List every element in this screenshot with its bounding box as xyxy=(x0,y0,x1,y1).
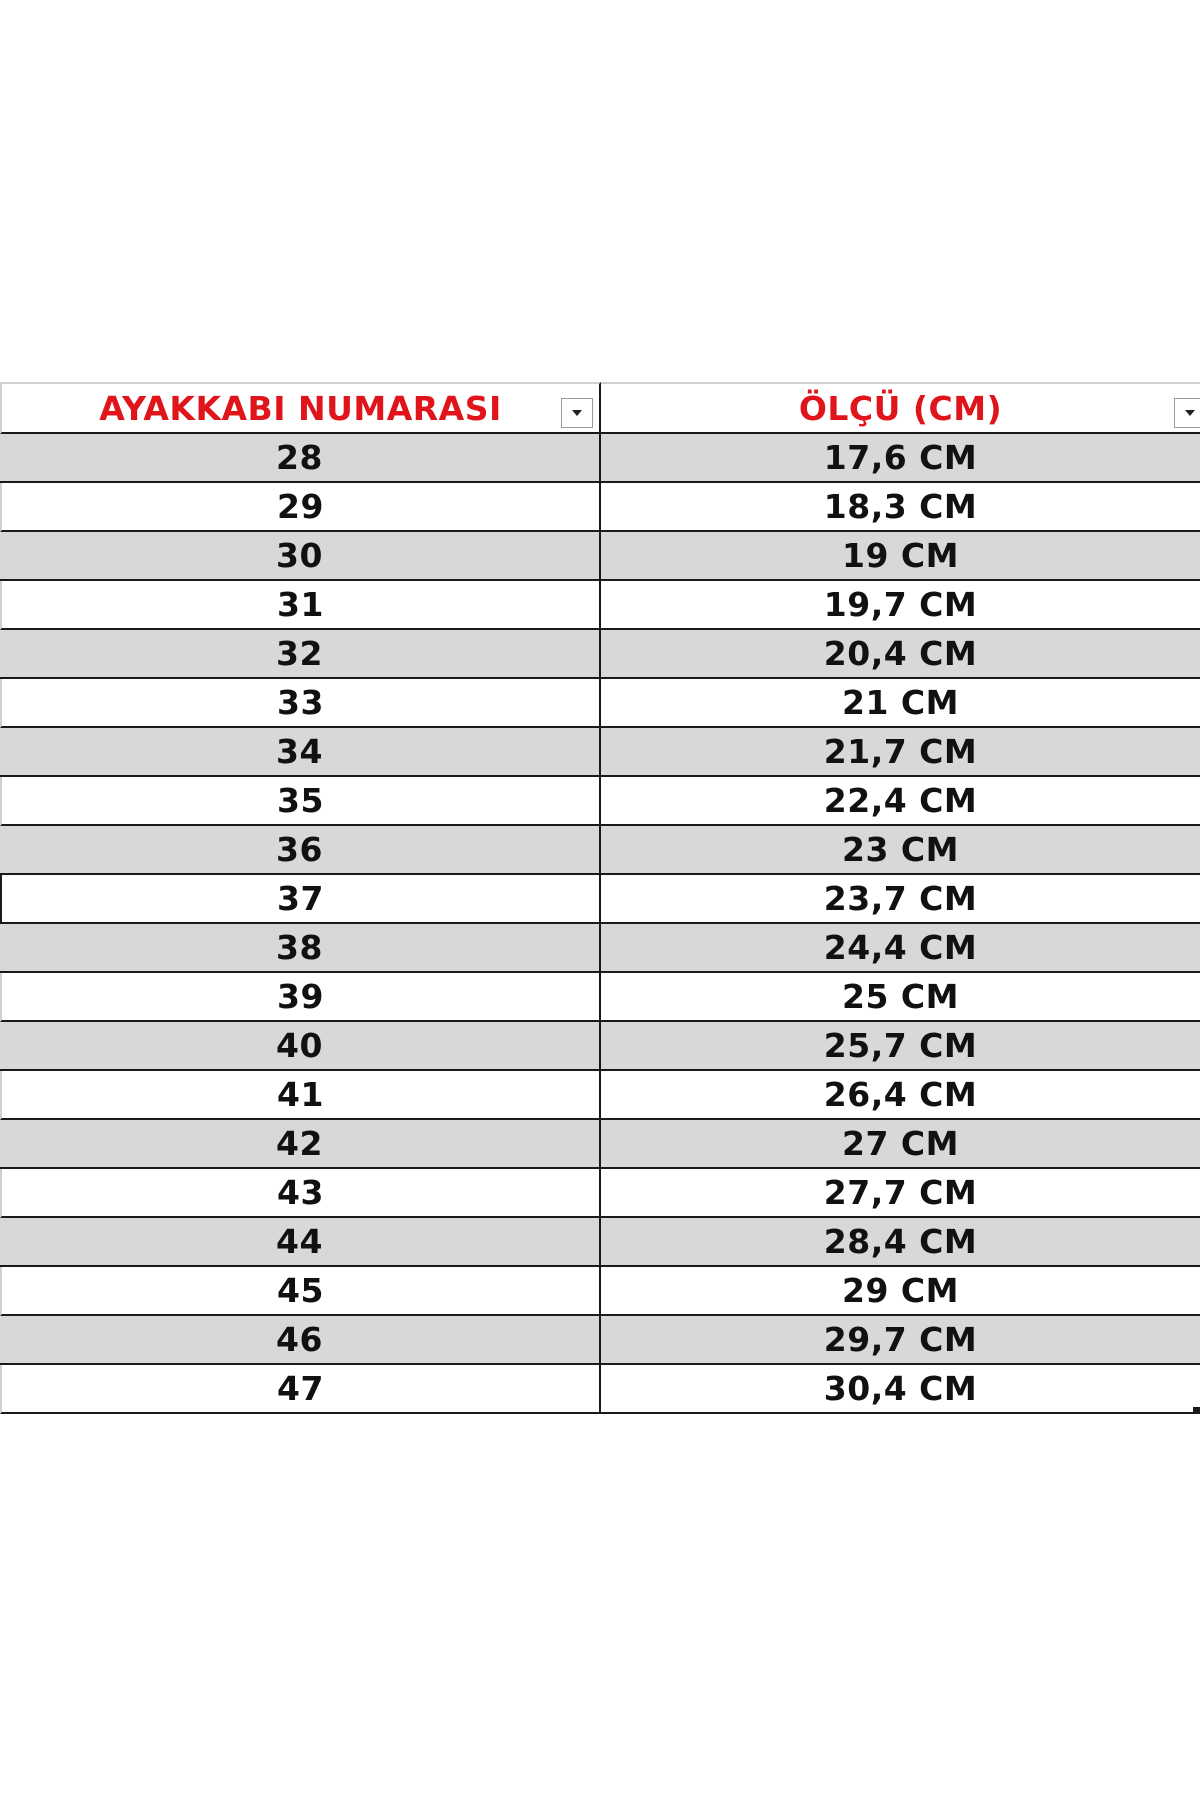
filter-dropdown-button[interactable] xyxy=(1174,398,1200,428)
cell-measurement[interactable]: 29 CM xyxy=(601,1267,1200,1316)
cell-measurement[interactable]: 21,7 CM xyxy=(601,728,1200,777)
cell-shoe-size[interactable]: 38 xyxy=(0,924,601,973)
table-resize-handle[interactable] xyxy=(1193,1407,1200,1414)
cell-measurement[interactable]: 19,7 CM xyxy=(601,581,1200,630)
cell-measurement[interactable]: 17,6 CM xyxy=(601,434,1200,483)
cell-measurement[interactable]: 27 CM xyxy=(601,1120,1200,1169)
cell-shoe-size[interactable]: 41 xyxy=(0,1071,601,1120)
cell-shoe-size[interactable]: 45 xyxy=(0,1267,601,1316)
cell-shoe-size[interactable]: 28 xyxy=(0,434,601,483)
cell-measurement[interactable]: 30,4 CM xyxy=(601,1365,1200,1414)
cell-measurement[interactable]: 22,4 CM xyxy=(601,777,1200,826)
dropdown-arrow-icon xyxy=(572,410,582,416)
header-shoe-size[interactable] xyxy=(0,382,601,434)
cell-measurement[interactable]: 28,4 CM xyxy=(601,1218,1200,1267)
header-measurement-label: ÖLÇÜ (CM) xyxy=(798,388,1003,428)
filter-dropdown-button[interactable] xyxy=(561,398,593,428)
table-grid xyxy=(0,382,1200,1414)
cell-shoe-size[interactable]: 42 xyxy=(0,1120,601,1169)
dropdown-arrow-icon xyxy=(1185,410,1195,416)
cell-measurement[interactable]: 18,3 CM xyxy=(601,483,1200,532)
cell-shoe-size[interactable]: 37 xyxy=(0,875,601,924)
header-measurement[interactable] xyxy=(601,382,1200,434)
cell-measurement[interactable]: 29,7 CM xyxy=(601,1316,1200,1365)
cell-shoe-size[interactable]: 34 xyxy=(0,728,601,777)
cell-measurement[interactable]: 25 CM xyxy=(601,973,1200,1022)
cell-measurement[interactable]: 26,4 CM xyxy=(601,1071,1200,1120)
cell-measurement[interactable]: 20,4 CM xyxy=(601,630,1200,679)
header-shoe-size-label: AYAKKABI NUMARASI xyxy=(99,388,502,428)
cell-measurement[interactable]: 25,7 CM xyxy=(601,1022,1200,1071)
cell-shoe-size[interactable]: 32 xyxy=(0,630,601,679)
cell-shoe-size[interactable]: 40 xyxy=(0,1022,601,1071)
size-chart-table xyxy=(0,382,1200,1414)
cell-measurement[interactable]: 23,7 CM xyxy=(601,875,1200,924)
cell-shoe-size[interactable]: 43 xyxy=(0,1169,601,1218)
cell-shoe-size[interactable]: 30 xyxy=(0,532,601,581)
cell-shoe-size[interactable]: 36 xyxy=(0,826,601,875)
cell-measurement[interactable]: 23 CM xyxy=(601,826,1200,875)
cell-shoe-size[interactable]: 35 xyxy=(0,777,601,826)
cell-shoe-size[interactable]: 47 xyxy=(0,1365,601,1414)
cell-shoe-size[interactable]: 31 xyxy=(0,581,601,630)
cell-measurement[interactable]: 24,4 CM xyxy=(601,924,1200,973)
cell-shoe-size[interactable]: 29 xyxy=(0,483,601,532)
cell-shoe-size[interactable]: 39 xyxy=(0,973,601,1022)
cell-measurement[interactable]: 19 CM xyxy=(601,532,1200,581)
cell-measurement[interactable]: 27,7 CM xyxy=(601,1169,1200,1218)
cell-measurement[interactable]: 21 CM xyxy=(601,679,1200,728)
cell-shoe-size[interactable]: 33 xyxy=(0,679,601,728)
cell-shoe-size[interactable]: 44 xyxy=(0,1218,601,1267)
cell-shoe-size[interactable]: 46 xyxy=(0,1316,601,1365)
